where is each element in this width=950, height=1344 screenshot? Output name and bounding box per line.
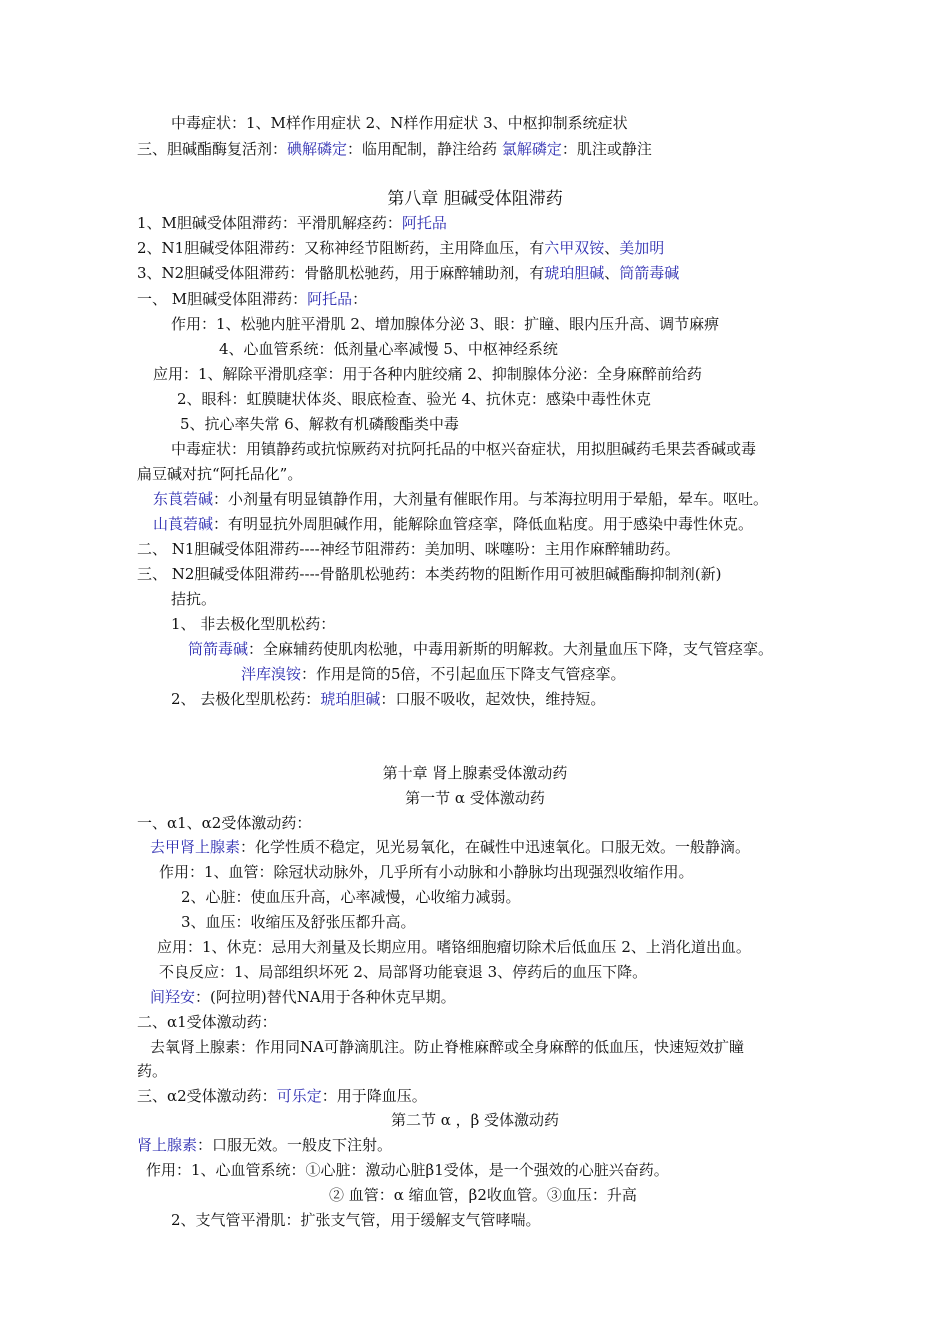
text-line: 泮库溴铵：作用是筒的5倍，不引起血压下降支气管痉挛。 [241,665,626,683]
drug-name: 阿托品 [401,214,447,232]
section-heading: 一、 M胆碱受体阻滞药：阿托品： [137,290,368,308]
text-line: 间羟安：(阿拉明)替代NA用于各种休克早期。 [150,988,456,1006]
section-title: 第一节 α 受体激动药 [405,789,545,807]
text-line: 拮抗。 [171,590,217,608]
chapter-title: 第八章 胆碱受体阻滞药 [387,189,563,209]
text-line: 山莨菪碱：有明显抗外周胆碱作用，能解除血管痉挛，降低血粘度。用于感染中毒性休克。 [153,515,754,533]
text-line: 东莨菪碱：小剂量有明显镇静作用，大剂量有催眠作用。与苯海拉明用于晕船，晕车。呕吐。 [153,490,769,508]
text-line: 应用：1、休克：忌用大剂量及长期应用。嗜铬细胞瘤切除术后低血压 2、上消化道出血。 [157,938,751,956]
text-line: 作用：1、血管：除冠状动脉外，几乎所有小动脉和小静脉均出现强烈收缩作用。 [159,863,694,881]
drug-name: 六甲双铵 [544,239,605,257]
drug-name: 琥珀胆碱 [320,690,381,708]
drug-name: 琥珀胆碱 [544,264,605,282]
text-line: 中毒症状：1、M样作用症状 2、N样作用症状 3、中枢抑制系统症状 [171,114,628,132]
drug-name: 泮库溴铵 [241,665,302,683]
text-line: 5、抗心率失常 6、解救有机磷酸酯类中毒 [180,415,459,433]
section-heading: 二、 N1胆碱受体阻滞药----神经节阻滞药：美加明、咪噻吩：主用作麻醉辅助药。 [137,540,680,558]
text-line: 1、 非去极化型肌松药： [171,615,336,633]
drug-name: 去甲肾上腺素 [150,838,241,856]
drug-name: 肾上腺素 [137,1136,198,1154]
drug-name: 碘解磷定 [287,140,348,158]
text-line: 肾上腺素：口服无效。一般皮下注射。 [137,1136,393,1154]
drug-name: 间羟安 [150,988,196,1006]
text-line: 不良反应：1、局部组织坏死 2、局部肾功能衰退 3、停药后的血压下降。 [159,963,648,981]
drug-name: 筒箭毒碱 [188,640,249,658]
text-line: 3、N2胆碱受体阻滞药：骨骼肌松驰药，用于麻醉辅助剂，有琥珀胆碱、筒箭毒碱 [137,264,680,282]
drug-name: 阿托品 [307,290,353,308]
text-line: 1、M胆碱受体阻滞药：平滑肌解痉药：阿托品 [137,214,447,232]
drug-name: 筒箭毒碱 [619,264,680,282]
text-line: 3、血压：收缩压及舒张压都升高。 [181,913,416,931]
text-line: 2、支气管平滑肌：扩张支气管，用于缓解支气管哮喘。 [171,1211,541,1229]
section-heading: 三、 N2胆碱受体阻滞药----骨骼肌松驰药：本类药物的阻断作用可被胆碱酯酶抑制剂(新) [137,565,722,583]
text-line: 扁豆碱对抗“阿托品化”。 [137,465,303,483]
section-heading: 三、α2受体激动药：可乐定：用于降血压。 [137,1087,427,1105]
text-line: ② 血管：α 缩血管，β2收血管。③血压：升高 [329,1186,637,1204]
text-line: 2、 去极化型肌松药：琥珀胆碱：口服不吸收，起效快，维持短。 [171,690,606,708]
text-line: 去氧肾上腺素：作用同NA可静滴肌注。防止脊椎麻醉或全身麻醉的低血压，快速短效扩瞳 [150,1038,744,1056]
section-heading: 二、α1受体激动药： [137,1013,277,1031]
drug-name: 可乐定 [276,1087,322,1105]
text-line: 作用：1、松驰内脏平滑肌 2、增加腺体分泌 3、眼：扩瞳、眼内压升高、调节麻痹 [171,315,720,333]
text-line: 药。 [137,1062,168,1080]
chapter-title: 第十章 肾上腺素受体激动药 [382,764,568,782]
text-line: 4、心血管系统：低剂量心率减慢 5、中枢神经系统 [219,340,558,358]
drug-name: 氯解磷定 [501,140,562,158]
section-title: 第二节 α ，β 受体激动药 [390,1111,560,1129]
text-line: 三、胆碱酯酶复活剂：碘解磷定：临用配制，静注给药 氯解磷定：肌注或静注 [137,140,652,158]
text-line: 2、N1胆碱受体阻滞药：又称神经节阻断药，主用降血压，有六甲双铵、美加明 [137,239,665,257]
text-line: 2、眼科：虹膜睫状体炎、眼底检查、验光 4、抗休克：感染中毒性休克 [177,390,651,408]
drug-name: 美加明 [619,239,665,257]
text-line: 作用：1、心血管系统：①心脏：激动心脏β1受体，是一个强效的心脏兴奋药。 [146,1161,669,1179]
text-line: 中毒症状：用镇静药或抗惊厥药对抗阿托品的中枢兴奋症状，用拟胆碱药毛果芸香碱或毒 [171,440,757,458]
drug-name: 山莨菪碱 [153,515,214,533]
drug-name: 东莨菪碱 [153,490,214,508]
text-line: 2、心脏：使血压升高，心率减慢，心收缩力减弱。 [181,888,521,906]
section-heading: 一、α1、α2受体激动药： [137,814,312,832]
text-line: 筒箭毒碱：全麻辅药使肌肉松驰，中毒用新斯的明解救。大剂量血压下降，支气管痉挛。 [188,640,774,658]
text-line: 应用：1、解除平滑肌痉挛：用于各种内脏绞痛 2、抑制腺体分泌：全身麻醉前给药 [153,365,702,383]
text-line: 去甲肾上腺素：化学性质不稳定，见光易氧化，在碱性中迅速氧化。口服无效。一般静滴。 [150,838,751,856]
